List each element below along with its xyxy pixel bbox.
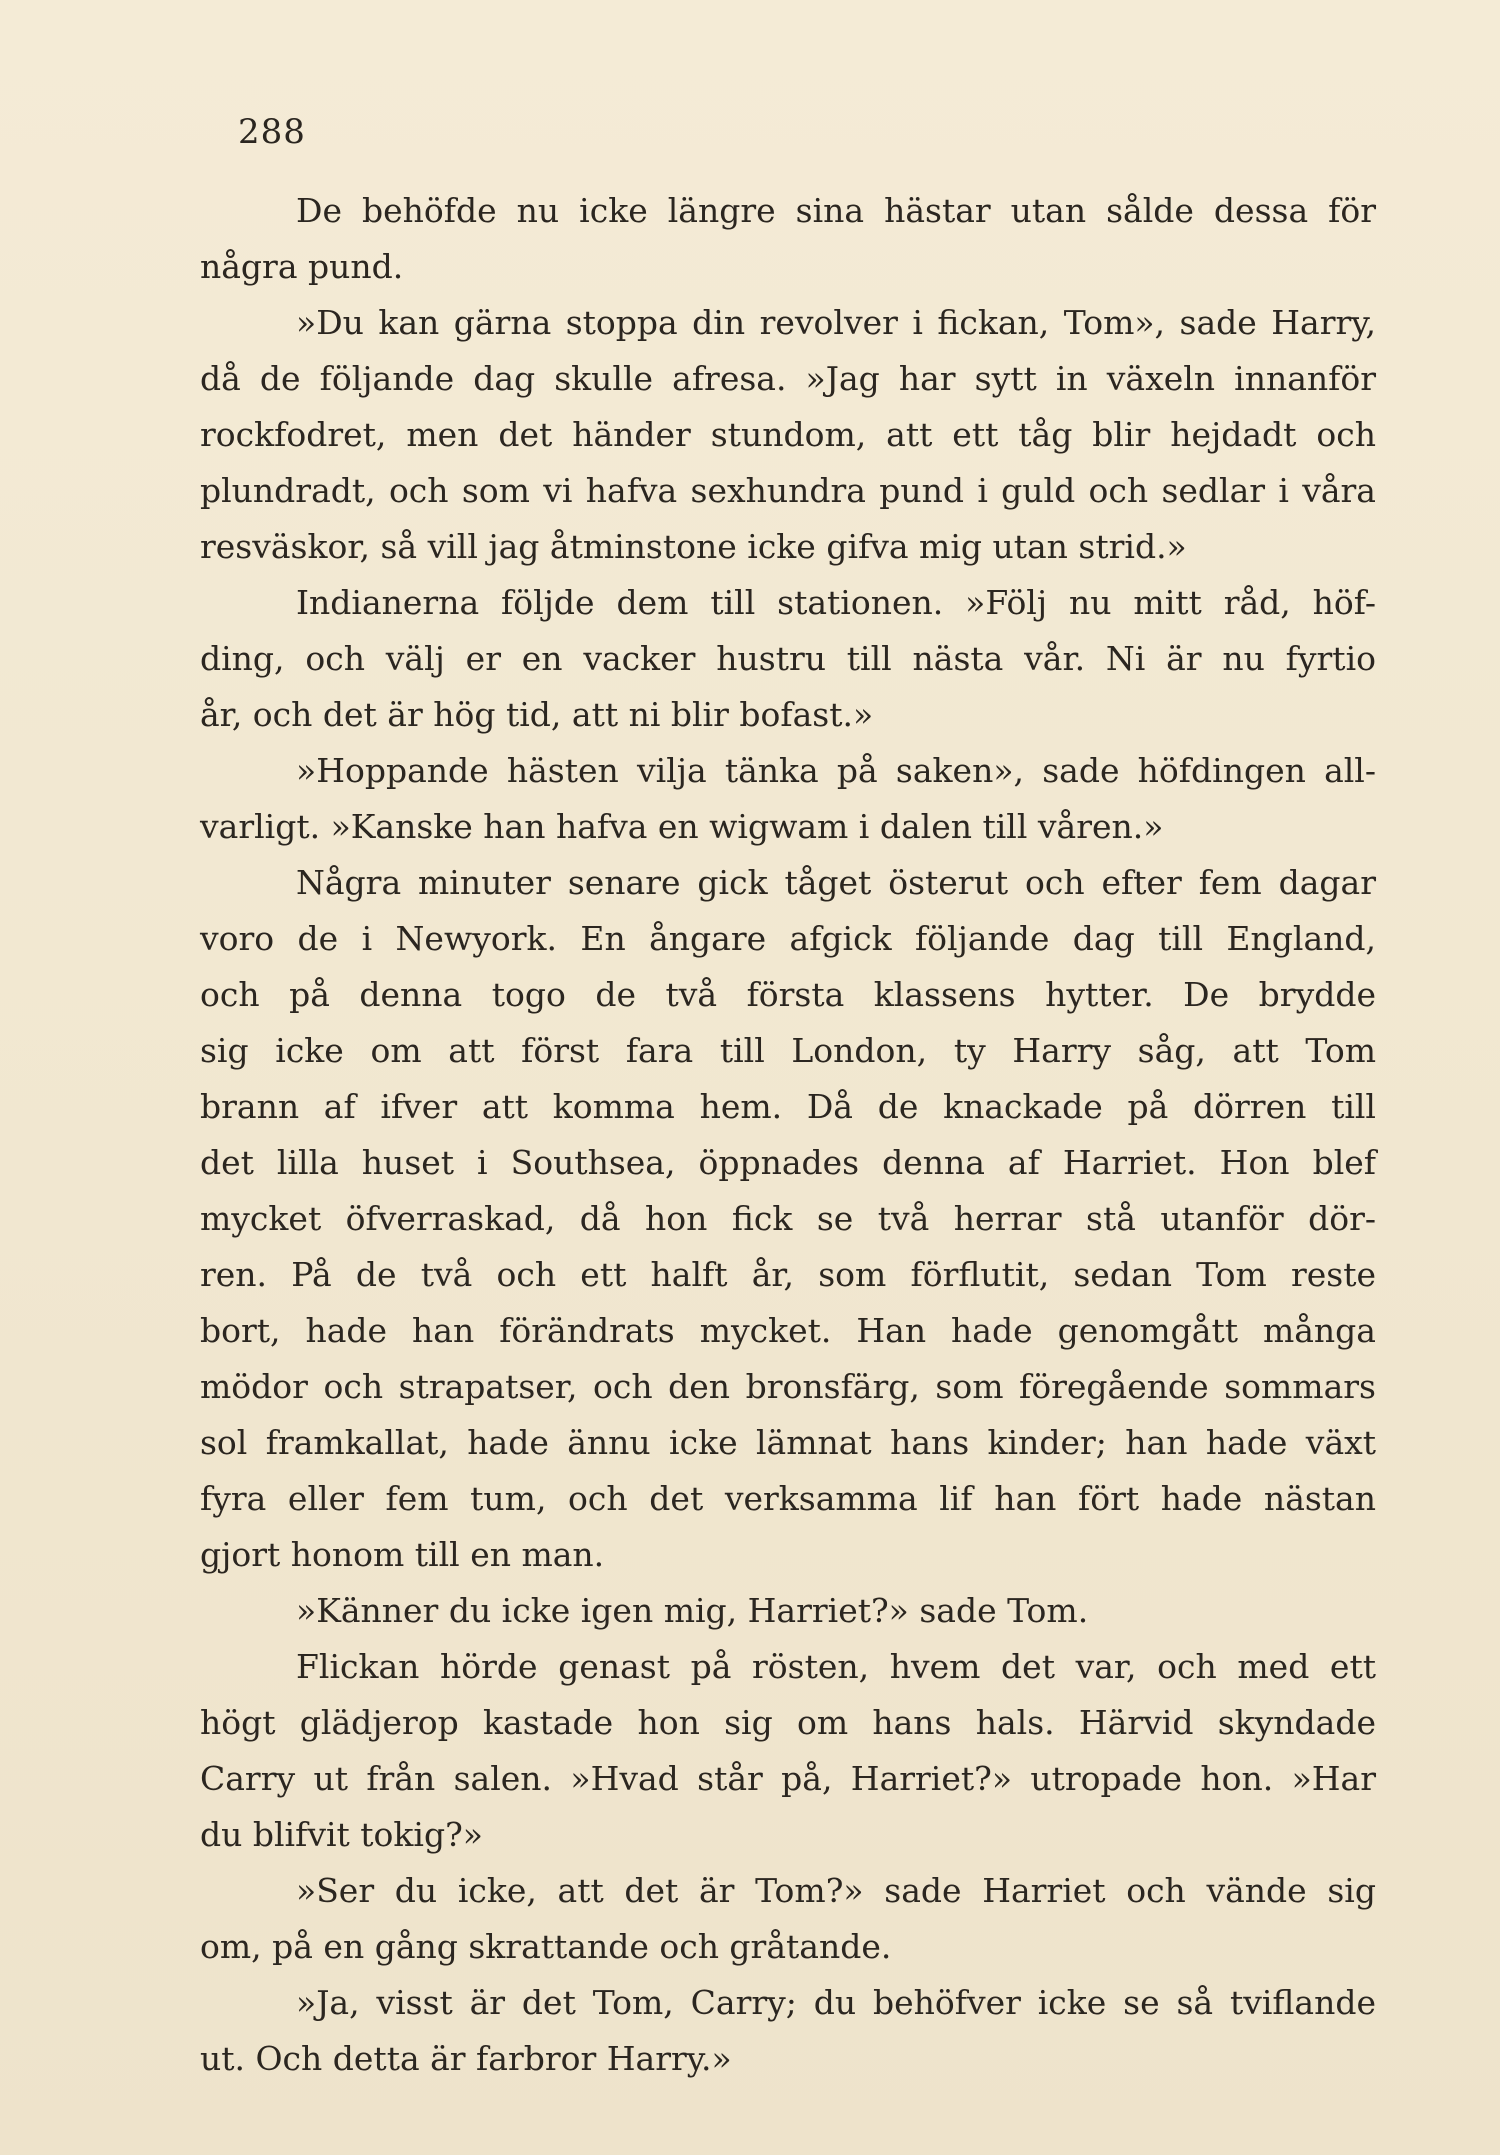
text-line: ding, och välj er en vacker hustru till nästa vår. Ni är nu fyrtio [200,639,1376,678]
text-line: »Ja, visst är det Tom, Carry; du behöfver icke se så tviflande [296,1983,1376,2022]
text-line: Indianerna följde dem till stationen. »Följ nu mitt råd, höf- [296,583,1376,622]
text-line: varligt. »Kanske han hafva en wigwam i dalen till våren.» [200,807,1164,846]
text-line: år, och det är hög tid, att ni blir bofast.» [200,695,874,734]
page-number: 288 [238,112,306,152]
text-line: det lilla huset i Southsea, öppnades denna af Harriet. Hon blef [200,1143,1376,1182]
text-line: då de följande dag skulle afresa. »Jag har sytt in växeln innanför [200,359,1376,398]
text-line: sig icke om att först fara till London, ty Harry såg, att Tom [200,1031,1376,1070]
text-line: rockfodret, men det händer stundom, att ett tåg blir hejdadt och [200,415,1376,454]
text-line: högt glädjerop kastade hon sig om hans hals. Härvid skyndade [200,1703,1376,1742]
text-line: ut. Och detta är farbror Harry.» [200,2039,732,2078]
text-line: De behöfde nu icke längre sina hästar utan sålde dessa för [296,191,1376,230]
text-line: »Du kan gärna stoppa din revolver i fickan, Tom», sade Harry, [296,303,1376,342]
text-line: och på denna togo de två första klassens hytter. De brydde [200,975,1376,1014]
text-line: »Hoppande hästen vilja tänka på saken», sade höfdingen all- [296,751,1376,790]
text-line: Flickan hörde genast på rösten, hvem det var, och med ett [296,1647,1376,1686]
text-line: mycket öfverraskad, då hon fick se två herrar stå utanför dör- [200,1199,1376,1238]
text-line: »Ser du icke, att det är Tom?» sade Harriet och vände sig [296,1871,1376,1910]
text-line: Några minuter senare gick tåget österut och efter fem dagar [296,863,1376,902]
text-line: några pund. [200,247,404,286]
text-line: plundradt, och som vi hafva sexhundra pund i guld och sedlar i våra [200,471,1376,510]
text-line: »Känner du icke igen mig, Harriet?» sade Tom. [296,1591,1089,1630]
text-line: Carry ut från salen. »Hvad står på, Harriet?» utropade hon. »Har [200,1759,1376,1798]
text-line: mödor och strapatser, och den bronsfärg, som föregående sommars [200,1367,1376,1406]
text-line: ren. På de två och ett halft år, som förflutit, sedan Tom reste [200,1255,1376,1294]
text-line: resväskor, så vill jag åtminstone icke gifva mig utan strid.» [200,527,1187,566]
text-line: du blifvit tokig?» [200,1815,483,1854]
text-line: brann af ifver att komma hem. Då de knackade på dörren till [200,1087,1376,1126]
text-line: sol framkallat, hade ännu icke lämnat hans kinder; han hade växt [200,1423,1376,1462]
text-line: bort, hade han förändrats mycket. Han hade genomgått många [200,1311,1376,1350]
text-line: fyra eller fem tum, och det verksamma lif han fört hade nästan [200,1479,1376,1518]
body-text [200,183,1376,2087]
text-line: voro de i Newyork. En ångare afgick följande dag till England, [200,919,1376,958]
text-line: om, på en gång skrattande och gråtande. [200,1927,892,1966]
text-line: gjort honom till en man. [200,1535,605,1574]
